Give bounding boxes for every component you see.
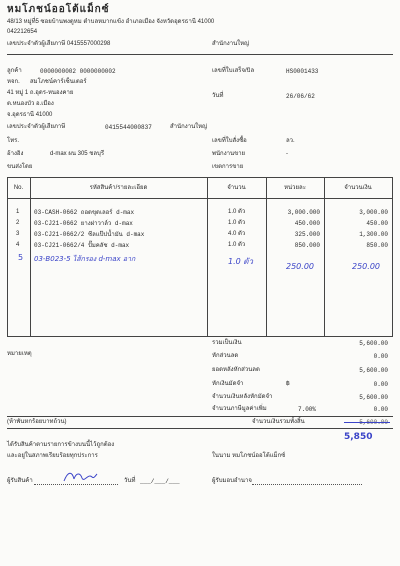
col-header-amount: จำนวนเงิน [344, 185, 372, 191]
summary-value: 0.00 [373, 353, 388, 360]
row-unit-price: 450.000 [294, 220, 320, 227]
row-desc: 03-CJ21-0662 ยางฝาวาล์ว d-max [34, 220, 133, 227]
grand-total-label: จำนวนเงินรวมทั้งสิ้น [252, 419, 305, 425]
table-header-rule [7, 198, 393, 199]
doc-no-label: เลขที่ใบเสร็จ/บิล [212, 68, 255, 74]
table-bottom-rule [7, 336, 393, 337]
row-no: 3 [16, 231, 20, 237]
receiver-label: ผู้รับสินค้า [7, 478, 33, 484]
received-text-1: ได้รับสินค้าตามรายการข้างบนนี้ไว้ถูกต้อง [7, 442, 115, 448]
table-col-line [7, 177, 8, 337]
receive-date-blank: ___/___/___ [140, 478, 180, 485]
table-top-rule [7, 177, 393, 178]
col-header-desc: รหัสสินค้า/รายละเอียด [89, 185, 148, 191]
customer-ref: d-max ผน 305 ชลบุรี [50, 151, 105, 157]
customer-code: 0000000002 0000000002 [40, 68, 116, 75]
hand-row-amount: 250.00 [352, 262, 380, 271]
row-unit-price: 850.000 [294, 242, 320, 249]
table-col-line [392, 177, 393, 337]
company-branch: สำนักงานใหญ่ [212, 41, 250, 47]
row-no: 1 [16, 209, 20, 215]
customer-taxid-branch: สำนักงานใหญ่ [170, 124, 208, 130]
row-desc: 03-CJ21-0662/4 ปั๊มคลัช d-max [34, 242, 130, 249]
customer-taxid-label: เลขประจำตัวผู้เสียภาษี [7, 124, 66, 130]
vat-rate: 7.00% [298, 406, 317, 413]
header-rule [7, 54, 393, 55]
doc-sales: - [286, 151, 288, 157]
company-address: 48/13 หมู่ที่5 ซอยบ้านพงดูหม ตำบลหมากแข้ง อำเภอเมือง จังหวัดอุดรธานี 41000 [7, 19, 215, 25]
row-amount: 850.00 [366, 242, 388, 249]
authorized-label: ผู้รับมอบอำนาจ [212, 478, 252, 484]
table-col-line [266, 177, 267, 337]
col-header-unit: หน่วยละ [284, 185, 306, 191]
deposit-mark: ฿ [286, 381, 290, 387]
row-amount: 450.00 [366, 220, 388, 227]
customer-name: สมโภชน์คาร์เซ็นเตอร์ [30, 79, 87, 85]
row-qty: 1.0 ตัว [228, 242, 246, 248]
customer-address-3: จ.อุดรธานี 41000 [7, 112, 53, 118]
hand-row-no: 5 [18, 253, 24, 262]
row-qty: 1.0 ตัว [228, 209, 246, 215]
receive-date-label: วันที่ [124, 478, 136, 484]
receiver-signature [62, 469, 98, 485]
strike-through-line [344, 422, 390, 423]
summary-label: หักเงินมัดจำ [212, 381, 244, 387]
summary-bottom-rule [7, 428, 393, 429]
doc-due-label: เขตการขาย [212, 164, 244, 170]
customer-ref-label: อ้างอิง [7, 151, 24, 157]
summary-value: 5,600.00 [359, 367, 388, 374]
row-qty: 1.0 ตัว [228, 220, 246, 226]
customer-taxid: 0415544000837 [105, 124, 152, 131]
summary-label: หักส่วนลด [212, 353, 239, 359]
on-behalf-text: ในนาม หมโภชน์ออโต้แม็กซ์ [212, 453, 286, 459]
doc-po-label: เลขที่ใบสั่งซื้อ [212, 138, 247, 144]
customer-ship-label: ขนส่งโดย [7, 164, 33, 170]
row-unit-price: 3,000.000 [287, 209, 320, 216]
summary-value: 5,600.00 [359, 394, 388, 401]
hand-row-desc: 03-B023-5 ไส้กรอง d-max อาก [34, 255, 136, 263]
company-taxid: เลขประจำตัวผู้เสียภาษี 0415557000298 [7, 41, 111, 47]
doc-terms-value: ลว. [286, 138, 295, 144]
customer-phone-label: โทร. [7, 138, 20, 144]
col-header-qty: จำนวน [227, 185, 246, 191]
row-no: 4 [16, 242, 20, 248]
hand-row-unit-price: 250.00 [286, 262, 314, 271]
row-amount: 1,300.00 [359, 231, 388, 238]
customer-address-1: 41 หมู่ 1 ถ.อุดร-หนองคาย [7, 90, 74, 96]
hand-row-qty: 1.0 ตัว [228, 257, 253, 266]
company-phone: 042212654 [7, 29, 38, 35]
summary-value: 5,600.00 [359, 340, 388, 347]
summary-label: จำนวนเงินหลังหักมัดจำ [212, 394, 273, 400]
table-col-line [324, 177, 325, 337]
table-col-line [207, 177, 208, 337]
customer-code-label: ลูกค้า [7, 68, 22, 74]
summary-label: ยอดหลังหักส่วนลด [212, 367, 260, 373]
table-col-line [30, 177, 31, 337]
doc-date: 26/06/62 [286, 93, 315, 100]
summary-label: จำนวนภาษีมูลค่าเพิ่ม [212, 406, 267, 412]
row-amount: 3,000.00 [359, 209, 388, 216]
summary-value: 0.00 [373, 381, 388, 388]
note-label: หมายเหตุ [7, 351, 32, 357]
row-desc: 03-CASH-0662 ถอดขุดเลอร์ d-max [34, 209, 135, 216]
customer-name-label: หจก. [7, 79, 20, 85]
received-text-2: และอยู่ในสภาพเรียบร้อยทุกประการ [7, 453, 98, 459]
words-rule [7, 416, 393, 417]
summary-label: รวมเป็นเงิน [212, 340, 242, 346]
summary-value: 0.00 [373, 406, 388, 413]
amount-in-words: (ห้าพันหกร้อยบาทถ้วน) [7, 419, 67, 425]
row-qty: 4.0 ตัว [228, 231, 246, 237]
doc-date-label: วันที่ [212, 93, 224, 99]
company-name: หมโภชน์ออโต้แม็กซ์ [7, 4, 110, 15]
handwritten-total: 5,850 [344, 432, 373, 442]
row-no: 2 [16, 220, 20, 226]
col-header-no: No. [13, 185, 24, 191]
customer-address-2: ต.หนองบัว อ.เมือง [7, 101, 54, 107]
row-desc: 03-CJ21-0662/2 ซีลแป๊ปน้ำมัน d-max [34, 231, 145, 238]
doc-sales-label: พนักงานขาย [212, 151, 246, 157]
doc-no: HS0001433 [286, 68, 319, 75]
row-unit-price: 325.000 [294, 231, 320, 238]
authorized-signature-line [252, 483, 362, 485]
